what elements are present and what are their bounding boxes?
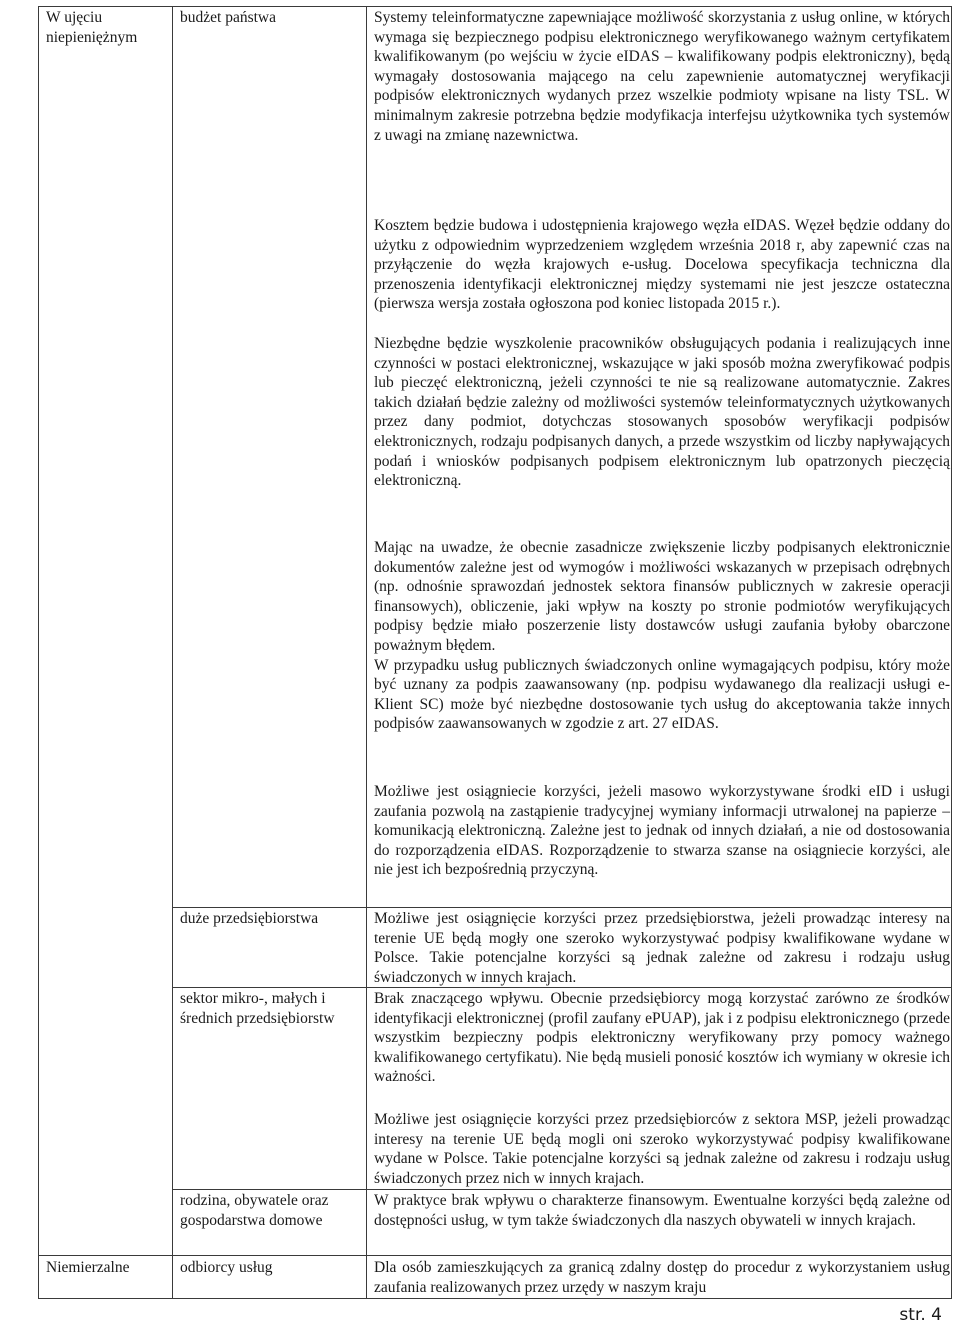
large-enterprises-description (374, 909, 950, 987)
large-enterprises-paragraph: Możliwe jest osiągnięcie korzyści przez przedsiębiorstwa, jeżeli prowadząc interesy na terenie UE będą mogły one szeroko wykorzystywać podpisy kwalifikowane wydane w Polsce. Takie potencjalne korzyści są jednak zależne od zakresu i rodzaju usług świadczonych w innych krajach. (374, 910, 950, 986)
state-budget-description (374, 8, 950, 145)
state-budget-paragraph-1: Systemy teleinformatyczne zapewniające możliwość skorzystania z usług online, w których wymaga się bezpiecznego podpisu elektronicznego weryfikowanego ważnym certyfikatem kwalifikowanym (po wejściu w życie eIDAS – kwalifikowany podpis elektroniczny), będą wymagały dostosowania mającego na celu zapewnienie automatycznej weryfikacji podpisów elektronicznych wydanych przez wszelkie podmioty wpisane na listy TSL. W minimalnym zakresie potrzebna będzie modyfikacja interfejsu użytkownika tych systemów z uwagi na zmianę nazewnictwa. (374, 9, 950, 144)
table-border-top (38, 6, 952, 7)
column-divider-2 (366, 6, 367, 1299)
state-budget-paragraph-4: Mając na uwadze, że obecnie zasadnicze zwiększenie liczby podpisanych elektronicznie dokumentów zależne jest od wymogów i możliwości wskazanych w przepisach odrębnych (np. odnośnie sprawozdań jednostek sektora finansów publicznych w zakresie operacji finansowych), obliczenie, jaki wpływ na koszty po stronie podmiotów weryfikujących podpisy będzie miało poszerzenie listy dostawców usługi zaufania byłoby obarczone poważnym błędem. (374, 539, 950, 654)
service-recipients-paragraph: Dla osób zamieszkujących za granicą zdalny dostęp do procedur z wykorzystaniem usług zaufania realizowanych przez urzędy w naszym kraju (374, 1259, 950, 1296)
state-budget-paragraph-3-cell (374, 334, 950, 491)
table-border-left (38, 6, 39, 1299)
table-border-right (951, 6, 952, 1299)
table-border-bottom (38, 1298, 952, 1299)
state-budget-paragraph-2-cell (374, 216, 950, 314)
row-divider-unmeasurable (38, 1255, 952, 1256)
households-description (374, 1191, 950, 1230)
sme-paragraph-2: Możliwe jest osiągnięcie korzyści przez przedsiębiorców z sektora MSP, jeżeli prowadząc interesy na terenie UE będą mogli oni szeroko wykorzystywać podpisy kwalifikowane wydane w Polsce. Takie potencjalne korzyści są jednak zależne od zakresu i rodzaju usług świadczonych przez nich w innych krajach. (374, 1111, 950, 1187)
group-large-enterprises: duże przedsiębiorstwa (180, 910, 319, 927)
state-budget-paragraph-3: Niezbędne będzie wyszkolenie pracowników obsługujących podania i realizujących inne czynności w postaci elektronicznej, wskazujące w jaki sposób można zweryfikować podpis lub pieczęć elektroniczną, jeżeli czynności te nie są realizowane automatycznie. Zakres takich działań będzie zależny od możliwości systemów teleinformatycznych użytkowanych przez dany podmiot, dotychczas stosowanych sposobów weryfikacji podpisów elektronicznych, rodzaju podpisanych danych, a przede wszystkim od liczby napływających podań i wniosków podpisanych podpisem elektronicznym lub opatrzonych pieczęcią elektroniczną. (374, 335, 950, 490)
state-budget-paragraph-4-cell (374, 538, 950, 734)
unmeasurable-label: Niemierzalne (46, 1259, 130, 1276)
column-divider-1 (172, 6, 173, 1299)
group-sme: sektor mikro-, małych i średnich przedsiębiorstw (180, 990, 335, 1027)
state-budget-paragraph-5: W przypadku usług publicznych świadczonych online wymagających podpisu, który może być uznany za podpis zaawansowany (np. podpisu wydawanego dla realizacji usługi e-Klient SC) może być niezbędne dostosowanie tych usług do akceptowania także innych podpisów zaawansowanych w zgodzie z art. 27 eIDAS. (374, 656, 950, 733)
page-number: str. 4 (899, 1305, 942, 1325)
sme-paragraph-2-cell (374, 1110, 950, 1188)
state-budget-paragraph-6-cell (374, 782, 950, 880)
sme-paragraph-1: Brak znaczącego wpływu. Obecnie przedsiębiorcy mogą korzystać zarówno ze środków identyfikacji elektronicznej (profil zaufany ePUAP), jak i z podpisu elektronicznego (przede wszystkim bezpieczny podpis elektroniczny weryfikowany przy pomocy ważnego kwalifikowanego certyfikatu). Nie będą musieli ponosić kosztów ich wymiany w okresie ich ważności. (374, 990, 950, 1086)
state-budget-paragraph-6: Możliwe jest osiągniecie korzyści, jeżeli masowo wykorzystywane środki eID i usługi zaufania pozwolą na zastąpienie tradycyjnej wymiany informacji utrwalonej na papierze – komunikacją elektroniczną. Zależne jest to jednak od innych działań, a nie od dostosowania do rozporządzenia eIDAS. Rozporządzenie to stwarza szanse na osiągniecie korzyści, ale nie jest ich bezpośrednią przyczyną. (374, 783, 950, 879)
households-paragraph: W praktyce brak wpływu o charakterze finansowym. Ewentualne korzyści będą zależne od dostępności usług, w tym także świadczonych dla naszych obywateli w innych krajach. (374, 1192, 950, 1229)
group-state-budget: budżet państwa (180, 9, 276, 26)
group-households: rodzina, obywatele oraz gospodarstwa domowe (180, 1192, 329, 1229)
row-divider-households (172, 1189, 952, 1190)
impact-type-label: W ujęciu niepieniężnym (46, 9, 138, 46)
service-recipients-description (374, 1258, 950, 1297)
row-divider-small-enterprises (172, 907, 952, 908)
state-budget-paragraph-2: Kosztem będzie budowa i udostępnienia krajowego węzła eIDAS. Węzeł będzie oddany do użytku z odpowiednim wyprzedzeniem względem września 2018 r, aby zapewnić czas na przyłączenie do węzła krajowych e-usług. Docelowa specyfikacja techniczna dla przenoszenia identyfikacji elektronicznej między systemami nie jest jeszcze ostateczna (pierwsza wersja została ogłoszona pod koniec listopada 2015 r.). (374, 217, 950, 313)
sme-description (374, 989, 950, 1087)
group-service-recipients: odbiorcy usług (180, 1259, 273, 1276)
